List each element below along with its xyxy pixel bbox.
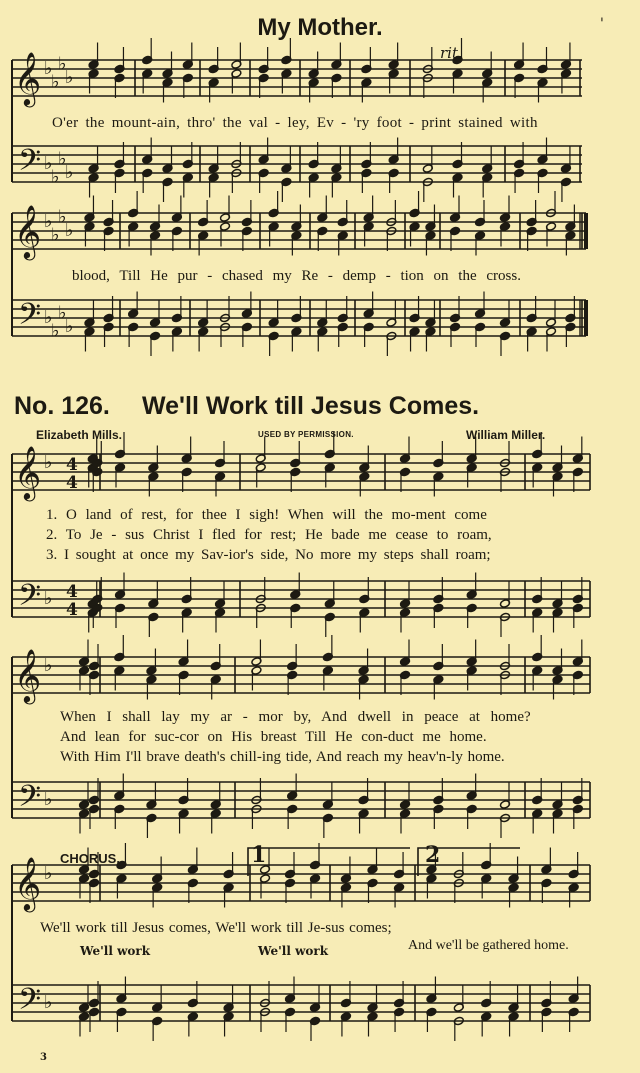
key-signature: ♭ [44, 452, 53, 473]
key-signature: ♭ [44, 58, 53, 79]
key-signature: ♭ [58, 53, 67, 75]
verse1-line2: When I shall lay my ar - mor by, And dwell in peace at home? [60, 709, 531, 725]
treble-clef: 𝄞 [14, 51, 42, 105]
key-signature: ♭ [44, 992, 53, 1013]
verse2-line1: 2. To Je - sus Christ I fled for rest; He bade me cease to roam, [46, 527, 492, 543]
key-signature: ♭ [44, 655, 53, 676]
bass-echo-2: We'll work [258, 944, 329, 958]
key-signature: ♭ [44, 588, 53, 609]
key-signature: ♭ [65, 162, 74, 183]
bass-clef: 𝄢 [18, 780, 42, 821]
key-signature: ♭ [51, 166, 60, 188]
bass-clef: 𝄢 [18, 983, 42, 1024]
corner-mark: ' [600, 16, 604, 32]
treble-clef: 𝄞 [14, 648, 42, 702]
key-signature: ♭ [44, 307, 53, 328]
key-signature: ♭ [65, 316, 74, 337]
key-signature: ♭ [44, 863, 53, 884]
key-signature: ♭ [58, 206, 67, 228]
bass-echo-1: We'll work [80, 944, 151, 958]
key-signature: ♭ [51, 320, 60, 342]
treble-clef: 𝄞 [14, 204, 42, 258]
key-signature: ♭ [58, 148, 67, 170]
key-signature: ♭ [44, 789, 53, 810]
key-signature: ♭ [51, 224, 60, 246]
page-mark: 3 [40, 1052, 47, 1063]
hymn1-lyrics-line2: blood, Till He pur - chased my Re - demp - tion on the cross. [72, 268, 521, 284]
tempo-mark-rit: rit. [440, 44, 463, 62]
first-ending-number: 1 [251, 842, 267, 868]
treble-clef: 𝄞 [14, 445, 42, 499]
time-sig-top: 4 [66, 455, 78, 475]
key-signature: ♭ [51, 71, 60, 93]
composer-credit: William Miller. [466, 428, 546, 442]
permission-note: USED BY PERMISSION. [258, 430, 354, 439]
key-signature: ♭ [44, 211, 53, 232]
time-sig-bottom: 4 [66, 473, 78, 493]
hymn-title-my-mother: My Mother. [257, 14, 383, 41]
key-signature: ♭ [58, 302, 67, 324]
chorus-lyrics: We'll work till Jesus comes, We'll work till Je-sus comes; [40, 920, 392, 936]
first-ending-bracket [248, 848, 410, 876]
hymn-number: No. 126. [14, 392, 110, 420]
bass-clef: 𝄢 [18, 144, 42, 185]
bass-clef: 𝄢 [18, 579, 42, 620]
hymn1-lyrics-line1: O'er the mount-ain, thro' the val - ley, Ev - 'ry foot - print stained with [52, 115, 538, 131]
key-signature: ♭ [44, 153, 53, 174]
second-ending-number: 2 [425, 842, 441, 868]
verse2-line2: And lean for suc-cor on His breast Till He con-duct me home. [60, 729, 487, 745]
key-signature: ♭ [65, 220, 74, 241]
time-sig-bottom: 4 [66, 600, 78, 620]
hymn-title-well-work: We'll Work till Jesus Comes. [142, 392, 480, 420]
treble-clef: 𝄞 [14, 856, 42, 910]
verse1-line1: 1. O land of rest, for thee I sigh! When will the mo-ment come [46, 507, 487, 523]
chorus-label: CHORUS. [60, 851, 120, 866]
lyricist-credit: Elizabeth Mills. [36, 428, 123, 442]
chorus-ending-lyrics: And we'll be gathered home. [408, 938, 569, 953]
time-sig-top: 4 [66, 582, 78, 602]
bass-clef: 𝄢 [18, 298, 42, 339]
key-signature: ♭ [65, 67, 74, 88]
verse3-line1: 3. I sought at once my Sav-ior's side, No more my steps shall roam; [46, 547, 491, 563]
verse3-line2: With Him I'll brave death's chill-ing tide, And reach my heav'n-ly home. [60, 749, 505, 765]
